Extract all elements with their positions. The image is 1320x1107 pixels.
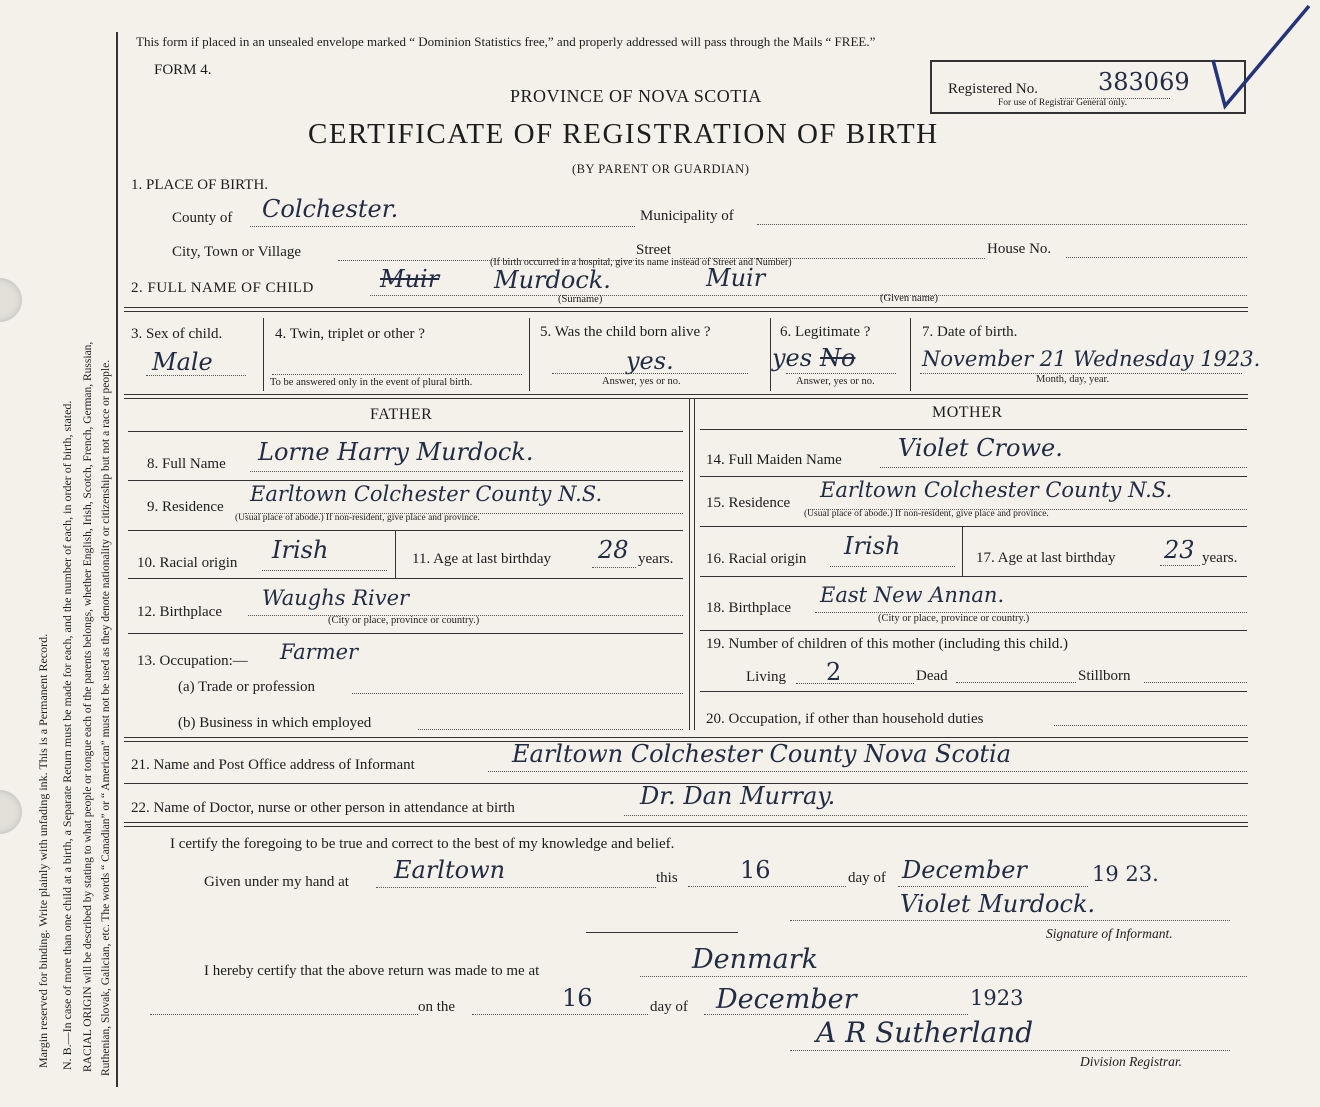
mother-occupation-label: 20. Occupation, if other than household duties	[706, 711, 984, 727]
dead-line	[956, 682, 1076, 683]
father-race-divider	[395, 530, 396, 578]
twin-note: To be answered only in the event of plural birth.	[270, 377, 473, 388]
mother-race-line	[830, 566, 955, 567]
certify-month-line	[898, 886, 1088, 887]
place-of-birth-label: 1. PLACE OF BIRTH.	[131, 177, 269, 193]
father-birthplace-value: Waughs River	[262, 586, 410, 610]
father-residence-label: 9. Residence	[147, 499, 224, 515]
mother-row-rule-5	[700, 691, 1247, 692]
father-residence-value: Earltown Colchester County N.S.	[250, 482, 603, 506]
city-label: City, Town or Village	[172, 244, 302, 260]
binding-hole-bottom	[0, 790, 22, 834]
registrar-caption: Division Registrar.	[1080, 1054, 1183, 1069]
mother-heading: MOTHER	[932, 404, 1003, 421]
living-value: 2	[826, 658, 842, 686]
father-name-label: 8. Full Name	[147, 456, 226, 472]
father-name-line	[250, 471, 683, 472]
dob-label: 7. Date of birth.	[922, 324, 1018, 340]
child-name-struck: Muir	[380, 265, 440, 293]
informant-signature-line	[790, 920, 1230, 921]
mother-occupation-line	[1054, 725, 1247, 726]
registered-label: Registered No.	[948, 81, 1038, 97]
mother-birthplace-note: (City or place, province or country.)	[878, 613, 1030, 624]
living-label: Living	[746, 669, 786, 685]
father-race-value: Irish	[272, 536, 329, 564]
parents-divider-right	[694, 398, 695, 730]
separator-rule	[586, 932, 738, 933]
informant-line	[488, 771, 1247, 772]
father-age-value: 28	[598, 536, 629, 564]
registrar-place-line	[640, 976, 1247, 977]
informant-label: 21. Name and Post Office address of Informant	[131, 757, 415, 773]
divider-above-row3	[124, 307, 1248, 312]
onthe-label: on the	[418, 999, 456, 1015]
father-row-rule-3	[128, 578, 683, 579]
certificate-subtitle: (BY PARENT OR GUARDIAN)	[572, 162, 750, 176]
margin-note-racial-origin-2: Ruthenian, Slovak, Galician, etc. The words “ Canadian” or “ American” must not be used as they denote nationality or citizenship but not a race or people.	[100, 359, 112, 1076]
mother-name-value: Violet Crowe.	[898, 434, 1063, 462]
born-alive-line	[552, 373, 748, 374]
registrar-month-line	[704, 1014, 968, 1015]
doctor-value: Dr. Dan Murray.	[640, 782, 836, 810]
father-business-label: (b) Business in which employed	[178, 715, 372, 731]
living-line	[796, 683, 914, 684]
binding-hole-top	[0, 278, 22, 322]
mother-row-rule-1	[700, 476, 1247, 477]
stillborn-line	[1144, 682, 1247, 683]
sex-label: 3. Sex of child.	[131, 326, 223, 342]
county-line	[250, 226, 635, 227]
certify-month: December	[902, 856, 1027, 884]
margin-note-racial-origin: RACIAL ORIGIN will be described by stating to what people or tongue each of the parents belongs, whether English, Irish, Scotch, French, German, Russian,	[82, 341, 94, 1072]
checkmark-icon	[1205, 0, 1315, 115]
hospital-note: (If birth occurred in a hospital, give its name instead of Street and Number)	[490, 257, 792, 268]
divider-above-certify	[124, 822, 1248, 827]
divider-above-parents	[124, 394, 1248, 399]
child-surname: Murdock.	[494, 266, 611, 294]
dead-label: Dead	[916, 668, 948, 684]
mother-name-line	[880, 467, 1247, 468]
child-given-name: Muir	[706, 264, 766, 292]
certificate-title: CERTIFICATE OF REGISTRATION OF BIRTH	[308, 118, 939, 150]
dob-note: Month, day, year.	[1036, 374, 1110, 385]
registrar-day-line	[472, 1014, 648, 1015]
this-label: this	[656, 870, 678, 886]
father-name-value: Lorne Harry Murdock.	[258, 438, 534, 466]
certify-place: Earltown	[394, 856, 506, 884]
mailing-notice: This form if placed in an unsealed envelope marked “ Dominion Statistics free,” and properly addressed will pass through the Mails “ FREE.”	[136, 34, 876, 49]
legitimate-label: 6. Legitimate ?	[780, 324, 871, 340]
father-trade-line	[352, 693, 683, 694]
father-age-line	[592, 567, 636, 568]
legitimate-line	[786, 373, 896, 374]
form-number: FORM 4.	[154, 62, 212, 78]
registrar-signature-line	[790, 1050, 1230, 1051]
mother-row-rule-4	[700, 630, 1247, 631]
mother-residence-label: 15. Residence	[706, 495, 791, 511]
certify-statement: I certify the foregoing to be true and correct to the best of my knowledge and belief.	[170, 836, 675, 852]
margin-rule	[116, 32, 118, 1087]
father-residence-note: (Usual place of abode.) If non-resident, give place and province.	[235, 513, 480, 523]
stillborn-label: Stillborn	[1078, 668, 1131, 684]
registrar-dayof-label: day of	[650, 999, 688, 1015]
father-heading-rule	[128, 431, 683, 432]
sex-value: Male	[152, 348, 213, 376]
parents-divider-left	[689, 398, 690, 730]
given-name-caption: (Given name)	[880, 293, 939, 304]
father-occupation-value: Farmer	[280, 640, 359, 664]
father-age-label: 11. Age at last birthday	[412, 551, 551, 567]
registrar-year: 1923	[970, 986, 1024, 1010]
registrar-place: Denmark	[692, 944, 818, 975]
house-number-label: House No.	[987, 241, 1052, 257]
street-label: Street	[636, 242, 671, 258]
mother-birthplace-value: East New Annan.	[820, 583, 1005, 607]
father-race-line	[262, 570, 387, 571]
father-row-rule-4	[128, 633, 683, 634]
mother-age-value: 23	[1164, 536, 1195, 564]
registrar-signature: A R Sutherland	[816, 1016, 1034, 1049]
mother-age-label: 17. Age at last birthday	[976, 550, 1116, 566]
legitimate-value: yes	[772, 344, 813, 372]
child-name-label: 2. FULL NAME OF CHILD	[131, 280, 314, 296]
registrar-statement: I hereby certify that the above return was made to me at	[204, 963, 540, 979]
born-alive-value: yes.	[626, 347, 674, 375]
registered-number: 383069	[1098, 68, 1190, 96]
municipality-line	[757, 224, 1247, 225]
registrar-lead-line	[150, 1014, 418, 1015]
mother-age-years: years.	[1202, 550, 1238, 566]
father-row-rule-1	[128, 480, 683, 481]
mother-name-label: 14. Full Maiden Name	[706, 452, 842, 468]
municipality-label: Municipality of	[640, 208, 734, 224]
mother-age-line	[1160, 565, 1200, 566]
mother-race-divider	[962, 526, 963, 576]
row3-divider-3	[770, 318, 771, 391]
child-name-line	[370, 295, 1247, 296]
certify-year: 19 23.	[1092, 862, 1159, 886]
mother-children-label: 19. Number of children of this mother (including this child.)	[706, 636, 1069, 652]
registrar-month: December	[716, 984, 857, 1015]
legitimate-struck: No	[820, 344, 856, 372]
margin-note-binding: Margin reserved for binding. Write plainly with unfading ink. This is a Permanent Record.	[36, 633, 50, 1068]
row3-divider-1	[263, 318, 264, 391]
informant-signature: Violet Murdock.	[900, 890, 1096, 918]
twin-line	[272, 374, 522, 375]
certify-place-line	[376, 887, 656, 888]
father-heading: FATHER	[370, 406, 433, 423]
county-value: Colchester.	[262, 195, 399, 223]
father-birthplace-label: 12. Birthplace	[137, 604, 222, 620]
informant-signature-caption: Signature of Informant.	[1046, 926, 1173, 941]
born-alive-note: Answer, yes or no.	[602, 376, 681, 387]
sex-line	[146, 375, 246, 376]
father-birthplace-note: (City or place, province or country.)	[328, 615, 480, 626]
twin-label: 4. Twin, triplet or other ?	[275, 326, 425, 342]
mother-residence-value: Earltown Colchester County N.S.	[820, 478, 1173, 502]
certify-day: 16	[740, 856, 771, 884]
registered-note: For use of Registrar General only.	[998, 98, 1128, 108]
mother-birthplace-label: 18. Birthplace	[706, 600, 791, 616]
row3-divider-4	[910, 318, 911, 391]
county-label: County of	[172, 210, 233, 226]
mother-race-label: 16. Racial origin	[706, 551, 807, 567]
certify-dayof-label: day of	[848, 870, 886, 886]
father-age-years: years.	[638, 551, 674, 567]
dob-value: November 21 Wednesday 1923.	[922, 347, 1261, 371]
mother-row-rule-2	[700, 526, 1247, 527]
mother-residence-note: (Usual place of abode.) If non-resident, give place and province.	[804, 509, 1049, 519]
margin-note-multiple-births: N. B.—In case of more than one child at a birth, a Separate Return must be made for each, and the number of each, in order of birth, stated.	[60, 400, 74, 1070]
province-heading: PROVINCE OF NOVA SCOTIA	[510, 86, 762, 106]
informant-value: Earltown Colchester County Nova Scotia	[512, 740, 1012, 768]
mother-heading-rule	[700, 429, 1247, 430]
father-race-label: 10. Racial origin	[137, 555, 238, 571]
father-trade-label: (a) Trade or profession	[178, 679, 316, 695]
doctor-line	[624, 815, 1247, 816]
father-occupation-label: 13. Occupation:—	[137, 653, 248, 669]
row3-divider-2	[529, 318, 530, 391]
registrar-day: 16	[562, 984, 593, 1012]
born-alive-label: 5. Was the child born alive ?	[540, 324, 711, 340]
house-number-line	[1066, 257, 1247, 258]
father-row-rule-2	[128, 530, 683, 531]
mother-row-rule-3	[700, 576, 1247, 577]
legitimate-note: Answer, yes or no.	[796, 376, 875, 387]
given-under-hand-label: Given under my hand at	[204, 874, 349, 890]
doctor-label: 22. Name of Doctor, nurse or other person in attendance at birth	[131, 800, 515, 816]
mother-race-value: Irish	[844, 532, 901, 560]
certify-day-line	[688, 886, 846, 887]
surname-caption: (Surname)	[558, 294, 603, 305]
father-business-line	[418, 729, 683, 730]
